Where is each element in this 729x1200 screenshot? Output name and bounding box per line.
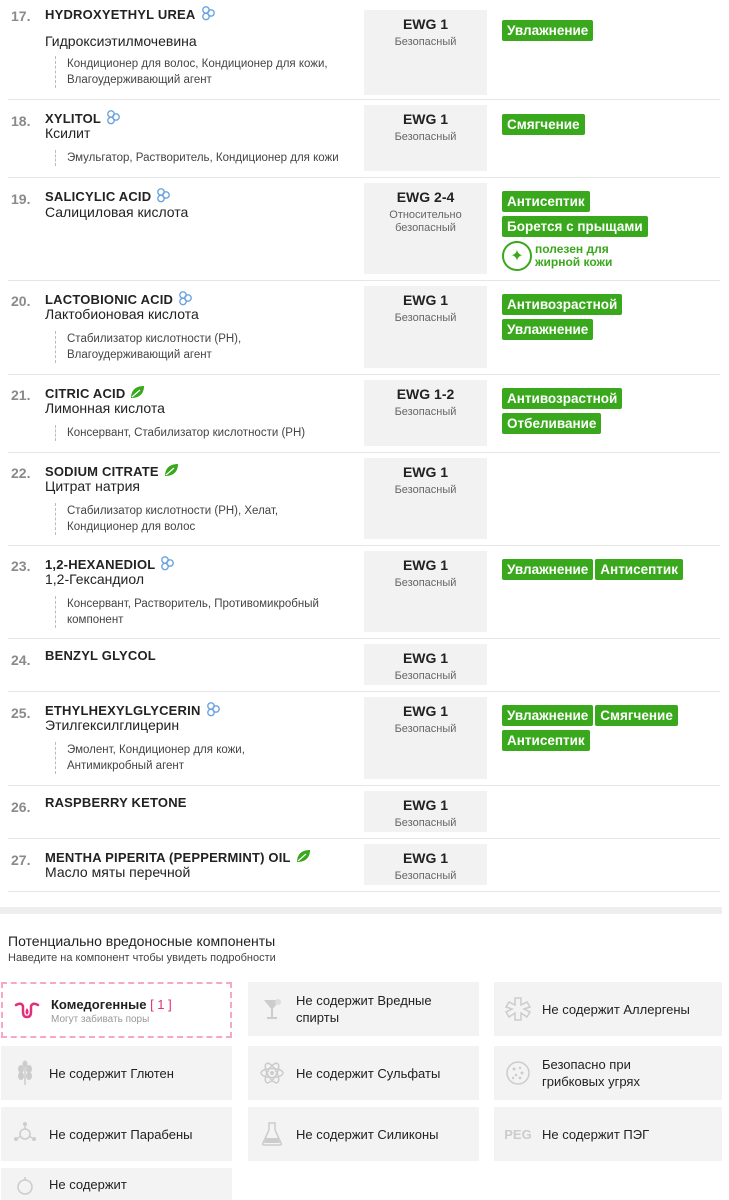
ewg-label: Безопасный bbox=[394, 670, 457, 682]
ingredient-name-en[interactable]: HYDROXYETHYL UREA bbox=[45, 5, 216, 22]
ewg-label: Безопасный bbox=[394, 870, 457, 882]
molecule-icon bbox=[177, 290, 193, 306]
ingredient-name-en[interactable]: BENZYL GLYCOL bbox=[45, 648, 156, 663]
harmful-card-paraben[interactable] bbox=[1, 1107, 232, 1161]
benefit-tag[interactable]: Борется с прыщами bbox=[502, 216, 648, 237]
ingredient-functions: Эмолент, Кондиционер для кожи, Антимикробный агент bbox=[55, 742, 285, 774]
ingredient-functions: Консервант, Растворитель, Противомикробный компонент bbox=[55, 596, 345, 628]
harmful-section-title: Потенциально вредоносные компоненты bbox=[8, 933, 276, 949]
ewg-score: EWG 1 bbox=[402, 650, 449, 666]
sulfate-icon bbox=[248, 1060, 296, 1086]
ewg-score: EWG 1 bbox=[402, 16, 449, 32]
ingredient-name-ru: Лактобионовая кислота bbox=[45, 306, 199, 322]
ewg-score-box bbox=[364, 286, 487, 368]
molecule-icon bbox=[155, 187, 171, 203]
ingredient-name-en[interactable]: RASPBERRY KETONE bbox=[45, 795, 187, 810]
ewg-label: Безопасный bbox=[394, 36, 457, 48]
benefit-tag[interactable]: Антивозрастной bbox=[502, 294, 622, 315]
benefit-tag[interactable]: Смягчение bbox=[502, 114, 585, 135]
ingredient-row[interactable] bbox=[8, 0, 720, 100]
comedogenic-count: 1 bbox=[157, 996, 165, 1012]
ingredient-name-ru: Масло мяты перечной bbox=[45, 864, 191, 880]
peg-label: Не содержит ПЭГ bbox=[542, 1126, 650, 1142]
ewg-score-box bbox=[364, 844, 487, 885]
ewg-label: Безопасный bbox=[394, 131, 457, 143]
ewg-score: EWG 1 bbox=[402, 850, 449, 866]
ewg-score: EWG 1 bbox=[402, 464, 449, 480]
ingredient-name-ru: Салициловая кислота bbox=[45, 204, 189, 220]
ewg-label: Относительно безопасный bbox=[389, 209, 462, 234]
ingredient-name-en[interactable]: MENTHA PIPERITA (PEPPERMINT) OIL bbox=[45, 848, 311, 865]
ewg-score: EWG 1 bbox=[402, 797, 449, 813]
harmful-card-comedogenic[interactable]: Комедогенные [ 1 ] Могут забивать поры bbox=[1, 982, 232, 1038]
benefit-tag[interactable]: Увлажнение bbox=[502, 20, 593, 41]
ewg-score-box bbox=[364, 551, 487, 632]
ewg-score-box bbox=[364, 791, 487, 832]
ingredient-functions: Эмульгатор, Растворитель, Кондиционер для кожи bbox=[55, 150, 355, 166]
ingredient-number: 27. bbox=[11, 852, 31, 868]
fungal-icon bbox=[494, 1060, 542, 1086]
ingredient-number: 17. bbox=[11, 8, 31, 24]
generic-label: Не содержит bbox=[49, 1177, 127, 1192]
harmful-card-sulfate[interactable] bbox=[248, 1046, 479, 1100]
ewg-score-box bbox=[364, 380, 487, 446]
oily-skin-badge-label: полезен для жирной кожи bbox=[535, 242, 613, 269]
ingredient-number: 18. bbox=[11, 113, 31, 129]
harmful-card-generic[interactable] bbox=[1, 1168, 232, 1200]
ingredient-row[interactable] bbox=[8, 786, 720, 839]
ingredient-name-en[interactable]: XYLITOL bbox=[45, 109, 121, 126]
ingredient-number: 21. bbox=[11, 387, 31, 403]
benefit-tags bbox=[502, 191, 717, 271]
ingredient-number: 19. bbox=[11, 191, 31, 207]
benefit-tag[interactable]: Антивозрастной bbox=[502, 388, 622, 409]
ewg-score: EWG 1-2 bbox=[396, 386, 455, 402]
silicone-label: Не содержит Силиконы bbox=[296, 1126, 439, 1142]
ewg-score: EWG 1 bbox=[402, 292, 449, 308]
harmful-card-silicone[interactable] bbox=[248, 1107, 479, 1161]
comedogenic-subtitle: Могут забивать поры bbox=[51, 1013, 150, 1025]
benefit-tags bbox=[502, 705, 717, 755]
section-divider bbox=[0, 907, 722, 914]
ingredient-row[interactable] bbox=[8, 692, 720, 786]
ingredient-row[interactable] bbox=[8, 453, 720, 546]
ingredient-number: 20. bbox=[11, 293, 31, 309]
ewg-score-box bbox=[364, 458, 487, 539]
harmful-card-allergen[interactable] bbox=[494, 982, 722, 1036]
ingredient-name-ru: Гидроксиэтилмочевина bbox=[45, 33, 197, 49]
benefit-tag[interactable]: Увлажнение bbox=[502, 319, 593, 340]
gluten-label: Не содержит Глютен bbox=[49, 1065, 174, 1081]
ingredient-name-en[interactable]: SODIUM CITRATE bbox=[45, 462, 179, 479]
ingredient-name-ru: 1,2-Гександиол bbox=[45, 571, 144, 587]
ingredient-row[interactable] bbox=[8, 100, 720, 178]
harmful-card-alcohol[interactable] bbox=[248, 982, 479, 1036]
allergen-icon bbox=[494, 996, 542, 1022]
ewg-score: EWG 1 bbox=[402, 703, 449, 719]
ingredient-number: 22. bbox=[11, 465, 31, 481]
benefit-tags bbox=[502, 294, 717, 344]
molecule-icon bbox=[105, 109, 121, 125]
ingredient-name-ru: Цитрат натрия bbox=[45, 478, 140, 494]
leaf-icon bbox=[129, 384, 145, 400]
ewg-score-box bbox=[364, 10, 487, 95]
ewg-label: Безопасный bbox=[394, 817, 457, 829]
ingredient-number: 25. bbox=[11, 705, 31, 721]
paraben-icon bbox=[1, 1121, 49, 1147]
ewg-score: EWG 1 bbox=[402, 111, 449, 127]
ingredient-number: 24. bbox=[11, 652, 31, 668]
ewg-label: Безопасный bbox=[394, 723, 457, 735]
benefit-tag[interactable]: Увлажнение bbox=[502, 705, 593, 726]
leaf-icon bbox=[295, 848, 311, 864]
generic-icon bbox=[1, 1176, 49, 1198]
ingredient-number: 23. bbox=[11, 558, 31, 574]
ingredient-functions: Кондиционер для волос, Кондиционер для кожи, Влагоудерживающий агент bbox=[55, 56, 355, 88]
molecule-icon bbox=[159, 555, 175, 571]
alcohol-icon bbox=[248, 997, 296, 1021]
ewg-score: EWG 1 bbox=[402, 557, 449, 573]
comedogenic-icon bbox=[3, 996, 51, 1024]
ewg-label: Безопасный bbox=[394, 484, 457, 496]
harmful-card-gluten[interactable] bbox=[1, 1046, 232, 1100]
benefit-tags bbox=[502, 114, 717, 139]
ewg-label: Безопасный bbox=[394, 312, 457, 324]
gluten-icon bbox=[1, 1060, 49, 1086]
ingredient-name-ru: Этилгексилглицерин bbox=[45, 717, 180, 733]
ingredient-functions: Стабилизатор кислотности (PH), Хелат, Кондиционер для волос bbox=[55, 503, 305, 535]
ingredient-name-en[interactable]: LACTOBIONIC ACID bbox=[45, 290, 193, 307]
ingredient-row[interactable] bbox=[8, 375, 720, 453]
benefit-tag[interactable]: Антисептик bbox=[502, 730, 590, 751]
benefit-tag[interactable]: Увлажнение bbox=[502, 559, 593, 580]
benefit-tags bbox=[502, 388, 717, 438]
molecule-icon bbox=[200, 5, 216, 21]
harmful-card-peg[interactable] bbox=[494, 1107, 722, 1161]
benefit-tag[interactable]: Отбеливание bbox=[502, 413, 601, 434]
alcohol-label: Не содержит Вредные спирты bbox=[296, 993, 432, 1025]
oily-skin-badge[interactable] bbox=[502, 241, 717, 271]
ewg-score-box bbox=[364, 697, 487, 779]
comedogenic-label: Комедогенные bbox=[51, 996, 147, 1012]
ewg-score-box bbox=[364, 183, 487, 274]
benefit-tags bbox=[502, 559, 717, 584]
ingredient-name-en[interactable]: ETHYLHEXYLGLYCERIN bbox=[45, 701, 221, 718]
ingredient-name-en[interactable]: 1,2-HEXANEDIOL bbox=[45, 555, 175, 572]
ingredient-name-ru: Лимонная кислота bbox=[45, 400, 165, 416]
ewg-score-box bbox=[364, 644, 487, 685]
ingredient-row[interactable] bbox=[8, 639, 720, 692]
benefit-tag[interactable]: Антисептик bbox=[595, 559, 683, 580]
ingredient-row[interactable] bbox=[8, 839, 720, 892]
molecule-icon bbox=[205, 701, 221, 717]
benefit-tags bbox=[502, 20, 717, 45]
benefit-tag[interactable]: Антисептик bbox=[502, 191, 590, 212]
leaf-icon bbox=[163, 462, 179, 478]
ingredient-number: 26. bbox=[11, 799, 31, 815]
peg-icon: PEG bbox=[504, 1126, 532, 1142]
ingredient-name-en[interactable]: CITRIC ACID bbox=[45, 384, 145, 401]
ingredient-functions: Стабилизатор кислотности (PH), Влагоудерживающий агент bbox=[55, 331, 295, 363]
sparkle-icon: ✦ bbox=[502, 241, 532, 271]
allergen-label: Не содержит Аллергены bbox=[542, 1001, 690, 1017]
benefit-tag[interactable]: Смягчение bbox=[595, 705, 678, 726]
harmful-card-fungal[interactable] bbox=[494, 1046, 722, 1100]
silicone-icon bbox=[248, 1121, 296, 1147]
ewg-label: Безопасный bbox=[394, 406, 457, 418]
paraben-label: Не содержит Парабены bbox=[49, 1126, 193, 1142]
fungal-label: Безопасно при грибковых угрях bbox=[542, 1057, 640, 1089]
ewg-score-box bbox=[364, 105, 487, 171]
ewg-score: EWG 2-4 bbox=[396, 189, 455, 205]
ingredient-name-en[interactable]: SALICYLIC ACID bbox=[45, 187, 171, 204]
ingredient-name-ru: Ксилит bbox=[45, 125, 91, 141]
ingredient-functions: Консервант, Стабилизатор кислотности (PH) bbox=[55, 425, 355, 441]
ingredient-row[interactable] bbox=[8, 546, 720, 639]
sulfate-label: Не содержит Сульфаты bbox=[296, 1065, 441, 1081]
harmful-section-hint: Наведите на компонент чтобы увидеть подробности bbox=[8, 952, 276, 964]
ingredient-row[interactable] bbox=[8, 178, 720, 281]
ingredient-row[interactable] bbox=[8, 281, 720, 375]
ewg-label: Безопасный bbox=[394, 577, 457, 589]
